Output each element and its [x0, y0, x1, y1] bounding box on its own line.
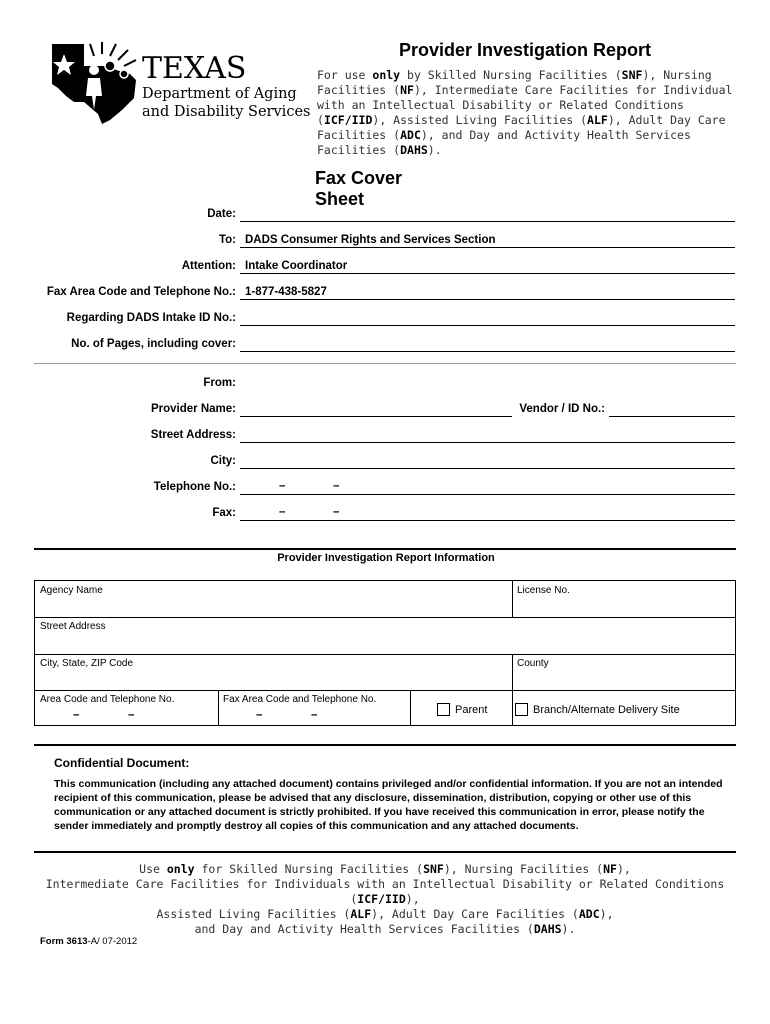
footer-usage-note: [40, 862, 730, 937]
fax-label: Fax:: [212, 507, 236, 519]
emphasis-text: SNF: [423, 862, 444, 876]
telephone-label: Telephone No.:: [153, 481, 236, 493]
text-segment: Use: [139, 862, 167, 876]
report-title: Provider Investigation Report: [398, 40, 652, 60]
row-divider: [35, 654, 735, 655]
fax-area-phone-dash-2: –: [311, 709, 318, 721]
emphasis-text: ADC: [400, 128, 421, 142]
street-address-label: Street Address:: [150, 429, 236, 441]
table-top-rule: [34, 548, 736, 550]
text-segment: ), Assisted Living Facilities (: [372, 113, 588, 127]
text-segment: ), Nursing Facilities (: [317, 68, 712, 97]
text-segment: ),: [599, 907, 614, 921]
area-phone-dash-2: –: [128, 709, 135, 721]
logo-texas: TEXAS: [142, 51, 247, 86]
text-segment: ), Adult Day Care Facilities (: [317, 113, 726, 142]
footer-line: [40, 877, 730, 907]
vendor-id-field[interactable]: [609, 401, 735, 417]
date-field[interactable]: [240, 206, 735, 222]
telephone-dash-2: –: [333, 480, 340, 492]
fax-phone-label: Fax Area Code and Telephone No.:: [46, 286, 236, 298]
to-field[interactable]: DADS Consumer Rights and Services Section: [240, 232, 735, 248]
fax-area-phone-cell[interactable]: Fax Area Code and Telephone No.: [223, 694, 377, 705]
county-cell[interactable]: County: [517, 658, 549, 669]
col-divider: [512, 690, 513, 725]
date-label: Date:: [207, 208, 236, 220]
city-field[interactable]: [240, 453, 735, 469]
telephone-dash-1: –: [279, 480, 286, 492]
emphasis-text: NF: [400, 83, 414, 97]
agency-name-cell[interactable]: Agency Name: [40, 585, 103, 596]
confidential-text: This communication (including any attached document) contains privileged and/or confidential information. If you are not an intended recipient of this communication, please be advised that any disclosure, dissemination, distribution, copying or other use of this communication or any attached document is strictly prohibited. If you have received this communication in error, please notify the sender immediately and promptly destroy all copies of this communication and any attached documents.: [54, 778, 723, 832]
attention-field[interactable]: Intake Coordinator: [240, 258, 735, 274]
col-divider: [512, 654, 513, 690]
info-table-title: Provider Investigation Report Information: [277, 552, 495, 564]
emphasis-text: SNF: [621, 68, 643, 82]
row-divider: [35, 617, 735, 618]
dads-logo: [44, 40, 311, 125]
intake-id-field[interactable]: [240, 310, 735, 326]
confidential-heading: Confidential Document:: [54, 756, 190, 770]
form-number-rest: -A/ 07-2012: [87, 936, 138, 947]
intro-text: [317, 68, 737, 158]
emphasis-text: DAHS: [400, 143, 428, 157]
branch-checkbox[interactable]: [515, 703, 528, 716]
logo-line3: and Disability Services: [142, 104, 311, 120]
text-segment: ), Nursing Facilities (: [443, 862, 604, 876]
city-state-zip-cell[interactable]: City, State, ZIP Code: [40, 658, 134, 669]
text-segment: ), and Day and Activity Health Services Facilities (: [317, 128, 691, 157]
fax-phone-field[interactable]: 1-877-438-5827: [240, 284, 735, 300]
license-no-cell[interactable]: License No.: [517, 585, 570, 596]
col-divider: [512, 581, 513, 617]
dads-logo-graphic: [44, 40, 311, 125]
provider-name-label: Provider Name:: [150, 403, 236, 415]
emphasis-text: DAHS: [533, 922, 562, 936]
logo-line2: Department of Aging: [142, 86, 297, 102]
from-label: From:: [203, 377, 236, 389]
to-label: To:: [218, 234, 236, 246]
emphasis-text: NF: [603, 862, 617, 876]
footer-line: [40, 862, 730, 877]
form-number: [40, 936, 137, 947]
fax-area-phone-dash-1: –: [256, 709, 263, 721]
fax-dash-1: –: [279, 506, 286, 518]
emphasis-text: ADC: [578, 907, 600, 921]
vendor-id-label: Vendor / ID No.:: [519, 403, 605, 415]
provider-info-table: [34, 580, 736, 726]
text-segment: by Skilled Nursing Facilities (: [400, 68, 622, 82]
pages-label: No. of Pages, including cover:: [71, 338, 236, 350]
emphasis-text: ALF: [350, 907, 372, 921]
text-segment: for Skilled Nursing Facilities (: [194, 862, 424, 876]
form-number-bold: Form 3613: [40, 936, 88, 947]
text-segment: ),: [616, 862, 631, 876]
text-segment: Intermediate Care Facilities for Individuals with an Intellectual Disability or Related Conditions (: [45, 877, 725, 906]
city-label: City:: [210, 455, 236, 467]
col-divider: [410, 690, 411, 725]
confidential-bottom-rule: [34, 851, 736, 853]
section-divider: [34, 363, 736, 364]
street-address-field[interactable]: [240, 427, 735, 443]
footer-line: [40, 922, 730, 937]
text-segment: For use: [317, 68, 373, 82]
col-divider: [218, 690, 219, 725]
area-phone-dash-1: –: [73, 709, 80, 721]
footer-line: [40, 907, 730, 922]
telephone-field[interactable]: [240, 479, 735, 495]
text-segment: Assisted Living Facilities (: [156, 907, 351, 921]
emphasis-text: ICF/IID: [357, 892, 406, 906]
confidential-top-rule: [34, 744, 736, 746]
fax-cover-title: Fax Cover Sheet: [315, 168, 403, 209]
pages-field[interactable]: [240, 336, 735, 352]
provider-name-field[interactable]: [240, 401, 512, 417]
parent-checkbox[interactable]: [437, 703, 450, 716]
emphasis-text: ICF/IID: [323, 113, 373, 127]
text-segment: ), Intermediate Care Facilities for Individual with an Intellectual Disability or Related Conditions (: [317, 83, 733, 127]
fax-field[interactable]: [240, 505, 735, 521]
row-divider: [35, 690, 735, 691]
emphasis-text: only: [166, 862, 195, 876]
branch-label: Branch/Alternate Delivery Site: [533, 704, 680, 716]
intake-id-label: Regarding DADS Intake ID No.:: [66, 312, 236, 324]
fax-dash-2: –: [333, 506, 340, 518]
parent-label: Parent: [455, 704, 488, 716]
street-address-cell[interactable]: Street Address: [40, 621, 106, 632]
emphasis-text: only: [372, 68, 401, 82]
text-segment: ).: [561, 922, 576, 936]
area-phone-cell[interactable]: Area Code and Telephone No.: [40, 694, 175, 705]
text-segment: ).: [427, 143, 442, 157]
attention-label: Attention:: [181, 260, 236, 272]
text-segment: ), Adult Day Care Facilities (: [371, 907, 579, 921]
text-segment: ),: [405, 892, 420, 906]
emphasis-text: ALF: [587, 113, 608, 127]
text-segment: and Day and Activity Health Services Facilities (: [194, 922, 534, 936]
